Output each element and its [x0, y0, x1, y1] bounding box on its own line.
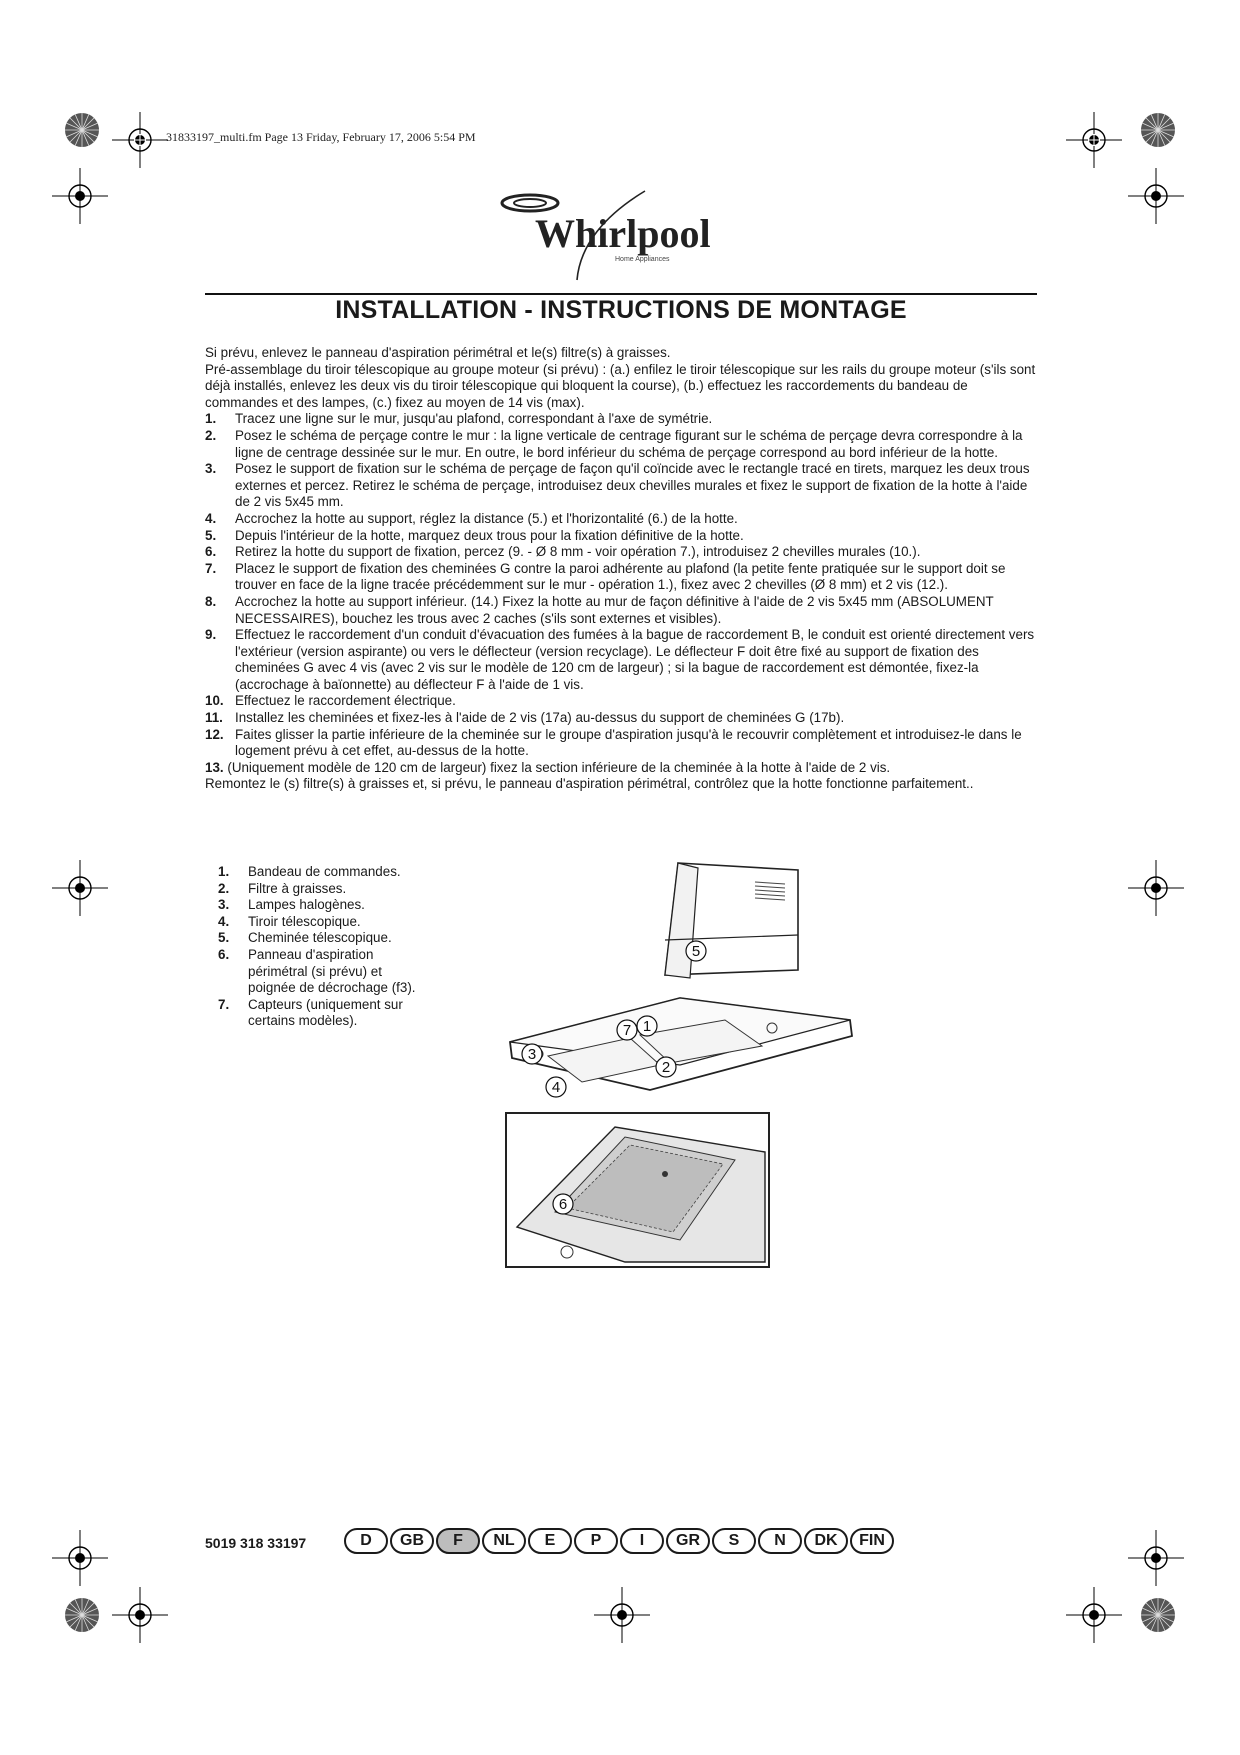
step-text: Accrochez la hotte au support, réglez la distance (5.) et l'horizontalité (6.) de la hotte.	[235, 510, 738, 526]
registration-mark-bottom-left	[112, 1587, 168, 1643]
callout-3: 3	[527, 1046, 537, 1063]
legend-item	[218, 914, 418, 931]
step-text: Effectuez le raccordement électrique.	[235, 693, 456, 709]
registration-mark-bottom-right	[1066, 1587, 1122, 1643]
legend-text: Filtre à graisses.	[248, 880, 347, 896]
language-tab-f[interactable]: F	[436, 1528, 480, 1554]
step-number: 7.	[205, 560, 217, 576]
step-item	[205, 727, 1037, 760]
legend-text: Bandeau de commandes.	[248, 864, 401, 879]
callout-1: 1	[642, 1018, 652, 1035]
starburst-target-top-left	[64, 112, 100, 148]
legend-item	[218, 930, 418, 947]
filter-panel-detail-diagram	[505, 1112, 770, 1268]
legend-number: 4.	[218, 913, 230, 929]
legend-item	[218, 997, 418, 1030]
language-tab-nl[interactable]: NL	[482, 1528, 526, 1554]
legend-number: 2.	[218, 880, 230, 896]
intro-paragraph-1: Si prévu, enlevez le panneau d'aspiration périmétral et le(s) filtre(s) à graisses.	[205, 345, 671, 360]
step-number: 11.	[205, 710, 223, 726]
step-number: 8.	[205, 593, 217, 609]
language-tab-gr[interactable]: GR	[666, 1528, 710, 1554]
language-tab-dk[interactable]: DK	[804, 1528, 848, 1554]
legend-text: Capteurs (uniquement sur certains modèles).	[248, 996, 403, 1029]
step-number: 5.	[205, 527, 217, 543]
title-rule	[205, 293, 1037, 295]
step-number: 4.	[205, 510, 217, 526]
step-text: Retirez la hotte du support de fixation, percez (9. - Ø 8 mm - voir opération 7.), introduisez 2 chevilles murales (10.).	[235, 544, 921, 560]
step-text: Effectuez le raccordement d'un conduit d'évacuation des fumées à la bague de raccordement B, le conduit est orienté directement vers l'extérieur (version aspirante) ou vers le déflecteur (version recyclage). Le déflecteur F doit être fixé au support de fixation des cheminées G avec 4 vis (avec 2 vis sur le modèle de 120 cm de largeur) ; si la bague de raccordement est démontée, fixez-la (accrochage à baïonnette) au déflecteur F à l'aide de 1 vis.	[235, 627, 1035, 692]
registration-mark-top-left	[112, 112, 168, 168]
step-number: 13.	[205, 759, 224, 775]
closing-paragraph: Remontez le (s) filtre(s) à graisses et, si prévu, le panneau d'aspiration périmétral, contrôlez que la hotte fonctionne parfaitement..	[205, 776, 974, 792]
step-text: (Uniquement modèle de 120 cm de largeur) fixez la section inférieure de la cheminée à la hotte à l'aide de 2 vis.	[227, 759, 891, 775]
step-item	[205, 710, 1037, 727]
legend-number: 7.	[218, 996, 230, 1012]
step-number: 3.	[205, 461, 217, 477]
page-title: INSTALLATION - INSTRUCTIONS DE MONTAGE	[335, 296, 907, 324]
step-number: 1.	[205, 411, 217, 427]
legend-number: 5.	[218, 930, 230, 946]
step-item	[205, 594, 1037, 627]
language-tab-p[interactable]: P	[574, 1528, 618, 1554]
step-text: Placez le support de fixation des cheminées G contre la paroi adhérente au plafond (la petite fente pratiquée sur le support doit se trouver en face de la ligne tracée précédemment sur le mur - opération 1.), fixez avec 2 chevilles (Ø 8 mm) et 2 vis (12.).	[235, 560, 1006, 593]
legend-item	[218, 897, 418, 914]
step-item	[205, 428, 1037, 461]
callout-4: 4	[551, 1079, 561, 1096]
callout-6: 6	[558, 1196, 568, 1213]
step-text: Installez les cheminées et fixez-les à l'aide de 2 vis (17a) au-dessus du support de cheminées G (17b).	[235, 710, 845, 726]
legend-number: 1.	[218, 864, 230, 879]
step-item	[205, 411, 1037, 428]
language-tab-d[interactable]: D	[344, 1528, 388, 1554]
step-item	[205, 511, 1037, 528]
step-text: Posez le schéma de perçage contre le mur : la ligne verticale de centrage figurant sur le schéma de perçage devra correspondre à la ligne de centrage dessinée sur le mur. En outre, le bord inférieur du schéma de perçage correspond au bord inférieur de la hotte.	[235, 427, 1023, 460]
step-item	[205, 627, 1037, 693]
step-number: 12.	[205, 726, 224, 742]
legend-text: Cheminée télescopique.	[248, 930, 392, 946]
legend-text: Tiroir télescopique.	[248, 913, 361, 929]
step-text: Faites glisser la partie inférieure de la cheminée sur le groupe d'aspiration jusqu'à le recouvrir complètement et introduisez-le dans le logement prévu à cet effet, au-dessus de la hotte.	[235, 726, 1022, 759]
registration-mark-top-right	[1066, 112, 1122, 168]
callout-5: 5	[691, 943, 701, 960]
part-number: 5019 318 33197	[205, 1535, 307, 1551]
starburst-target-bottom-left	[64, 1597, 100, 1633]
registration-mark-left-middle	[52, 860, 108, 916]
language-selector	[344, 1528, 894, 1554]
registration-mark-bottom-center	[594, 1587, 650, 1643]
legend-number: 3.	[218, 897, 230, 913]
intro-paragraph-2: Pré-assemblage du tiroir télescopique au groupe moteur (si prévu) : (a.) enfilez le tiroir télescopique sur les rails du groupe moteur (s'ils sont déjà installés, enlevez les deux vis du tiroir télescopique qui bloquent la course), (b.) effectuez les raccordements du bandeau de commandes et des lampes, (c.) fixez au moyen de 14 vis (max).	[205, 361, 1036, 410]
callout-7: 7	[622, 1022, 632, 1039]
legend-item	[218, 864, 418, 881]
callout-2: 2	[661, 1059, 671, 1076]
step-number: 6.	[205, 544, 217, 560]
language-tab-gb[interactable]: GB	[390, 1528, 434, 1554]
language-tab-i[interactable]: I	[620, 1528, 664, 1554]
step-item	[205, 561, 1037, 594]
step-text: Tracez une ligne sur le mur, jusqu'au plafond, correspondant à l'axe de symétrie.	[235, 411, 713, 427]
step-text: Posez le support de fixation sur le schéma de perçage de façon qu'il coïncide avec le rectangle tracé en tirets, marquez les deux trous externes et percez. Retirez le schéma de perçage, introduisez deux chevilles murales et fixez le support de fixation de la hotte à l'aide de 2 vis 5x45 mm.	[235, 461, 1030, 510]
registration-mark-left-lower	[52, 1530, 108, 1586]
legend-number: 6.	[218, 946, 230, 962]
registration-mark-right-lower	[1128, 1530, 1184, 1586]
registration-mark-left-upper	[52, 168, 108, 224]
legend-item	[218, 881, 418, 898]
hood-diagram	[500, 860, 870, 1105]
registration-mark-right-upper	[1128, 168, 1184, 224]
registration-mark-right-middle	[1128, 860, 1184, 916]
language-tab-fin[interactable]: FIN	[850, 1528, 894, 1554]
step-item	[205, 544, 1037, 561]
instructions-body	[205, 345, 1037, 793]
legend-text: Lampes halogènes.	[248, 897, 365, 913]
step-number: 2.	[205, 427, 217, 443]
language-tab-s[interactable]: S	[712, 1528, 756, 1554]
file-info-header: 31833197_multi.fm Page 13 Friday, February 17, 2006 5:54 PM	[166, 130, 476, 144]
step-number: 9.	[205, 627, 217, 643]
step-text: Accrochez la hotte au support inférieur. (14.) Fixez la hotte au mur de façon définitive à l'aide de 2 vis 5x45 mm (ABSOLUMENT NECESSAIRES), bouchez les trous avec 2 caches (s'ils sont externes et visibles).	[235, 593, 994, 626]
legend-text: Panneau d'aspiration périmétral (si prévu) et poignée de décrochage (f3).	[248, 946, 416, 996]
step-item	[205, 528, 1037, 545]
step-item	[205, 693, 1037, 710]
step-text: Depuis l'intérieur de la hotte, marquez deux trous pour la fixation définitive de la hotte.	[235, 527, 744, 543]
step-number: 10.	[205, 693, 224, 709]
legend-item	[218, 947, 418, 997]
starburst-target-top-right	[1140, 112, 1176, 148]
logo-wordmark: Whirlpool	[535, 211, 711, 256]
parts-legend	[218, 864, 418, 1030]
step-item	[205, 461, 1037, 511]
language-tab-e[interactable]: E	[528, 1528, 572, 1554]
starburst-target-bottom-right	[1140, 1597, 1176, 1633]
steps-list	[205, 411, 1037, 759]
language-tab-n[interactable]: N	[758, 1528, 802, 1554]
step-13	[205, 760, 1037, 777]
logo-tagline: Home Appliances	[615, 256, 670, 263]
whirlpool-logo	[485, 185, 725, 285]
